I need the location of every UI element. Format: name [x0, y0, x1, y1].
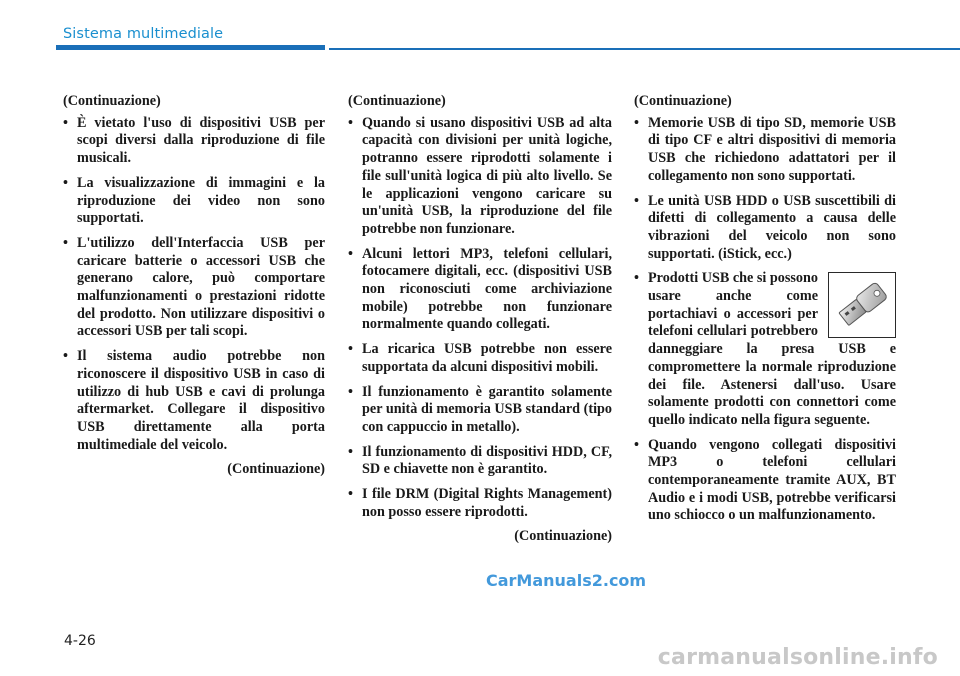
bullet-list [63, 115, 325, 455]
bullet-mark: • [634, 114, 639, 131]
usb-flash-drive-icon [829, 273, 895, 337]
bullet-list [634, 115, 896, 525]
list-item [634, 193, 896, 264]
list-item-text: Prodotti USB che si possono usare anche come portachiavi o accessori per telefoni cellulari potrebbero danneggiare la presa USB e compromettere la normale riproduzione dei file. Astenersi dall'uso. Usare solamente prodotti con connettori come quello indicato nella figura seguente. [648, 270, 896, 428]
list-item-text: Quando si usano dispositivi USB ad alta capacità con divisioni per unità logiche, potranno essere riprodotti solamente i file sull'unità logica di più alto livello. Se le applicazioni vengono caricare su un'unità USB, la riproduzione del file potrebbe non funzionare. [362, 114, 612, 237]
list-item-text: Memorie USB di tipo SD, memorie USB di tipo CF e altri dispositivi di memoria USB che richiedono adattatori per il collegamento non sono supportati. [648, 114, 896, 184]
section-title: Sistema multimediale [63, 26, 224, 42]
bullet-mark: • [348, 341, 353, 358]
watermark-carmanualsonline: carmanualsonline.info [657, 645, 938, 670]
watermark-carmanuals: CarManuals2.com [486, 571, 647, 590]
bullet-mark: • [348, 245, 353, 262]
list-item-text: Il funzionamento è garantito solamente per unità di memoria USB standard (tipo con cappuccio in metallo). [362, 383, 612, 435]
continuation-top: (Continuazione) [634, 93, 732, 109]
bullet-mark: • [634, 270, 639, 287]
list-item-text: I file DRM (Digital Rights Management) non posso essere riprodotti. [362, 486, 612, 520]
header-rule-thin [329, 48, 960, 50]
text-column-3 [634, 93, 896, 532]
list-item [634, 437, 896, 526]
list-item-text: Quando vengono collegati dispositivi MP3 o telefoni cellulari contemporaneamente tramite AUX, BT Audio e i modi USB, potrebbe verificarsi uno schiocco o un malfunzionamento. [648, 436, 896, 524]
bullet-list [348, 115, 612, 522]
text-column-1 [63, 93, 325, 479]
list-item [348, 115, 612, 239]
continuation-top: (Continuazione) [63, 93, 161, 109]
list-item-text: È vietato l'uso di dispositivi USB per scopi diversi dalla riproduzione di file musicali. [77, 114, 325, 167]
continuation-top: (Continuazione) [348, 93, 446, 109]
list-item-text: La ricarica USB potrebbe non essere supportata da alcuni dispositivi mobili. [362, 341, 612, 375]
list-item [63, 235, 325, 341]
bullet-mark: • [63, 348, 68, 365]
bullet-mark: • [63, 114, 68, 131]
text-column-2 [348, 93, 612, 546]
bullet-mark: • [348, 383, 353, 400]
list-item-text: La visualizzazione di immagini e la riproduzione dei video non sono supportati. [77, 174, 325, 227]
bullet-mark: • [348, 443, 353, 460]
bullet-mark: • [634, 436, 639, 453]
bullet-mark: • [634, 192, 639, 209]
list-item-text: Le unità USB HDD o USB suscettibili di difetti di collegamento a causa delle vibrazioni del veicolo non sono supportati. (iStick, ecc.) [648, 192, 896, 262]
list-item [348, 486, 612, 521]
continuation-bottom: (Continuazione) [227, 461, 325, 478]
list-item-text: Il funzionamento di dispositivi HDD, CF, SD e chiavette non è garantito. [362, 443, 612, 478]
list-item [348, 384, 612, 437]
continuation-bottom: (Continuazione) [514, 528, 612, 545]
usb-drive-figure [828, 272, 896, 338]
list-item [63, 348, 325, 454]
list-item [63, 115, 325, 168]
bullet-mark: • [63, 234, 68, 251]
page-number: 4-26 [64, 633, 96, 649]
bullet-mark: • [348, 114, 353, 131]
list-item [348, 444, 612, 479]
list-item [634, 115, 896, 186]
list-item-text: Alcuni lettori MP3, telefoni cellulari, fotocamere digitali, ecc. (dispositivi USB non riconosciuti come archiviazione mobile) potrebbe non funzionare normalmente quando collegati. [362, 245, 612, 333]
list-item [63, 175, 325, 228]
list-item [348, 246, 612, 335]
bullet-mark: • [348, 486, 353, 503]
bullet-mark: • [63, 174, 68, 191]
header-rule-thick [56, 45, 325, 50]
list-item [348, 341, 612, 376]
list-item [634, 270, 896, 429]
list-item-text: L'utilizzo dell'Interfaccia USB per caricare batterie o accessori USB che generano calore, può comportare malfunzionamenti o prestazioni ridotte del prodotto. Non utilizzare dispositivi o accessori USB per tali scopi. [77, 234, 325, 340]
list-item-text: Il sistema audio potrebbe non riconoscere il dispositivo USB in caso di utilizzo di hub USB e cavi di prolunga aftermarket. Collegare il dispositivo USB direttamente alla porta multimediale del veicolo. [77, 348, 325, 453]
